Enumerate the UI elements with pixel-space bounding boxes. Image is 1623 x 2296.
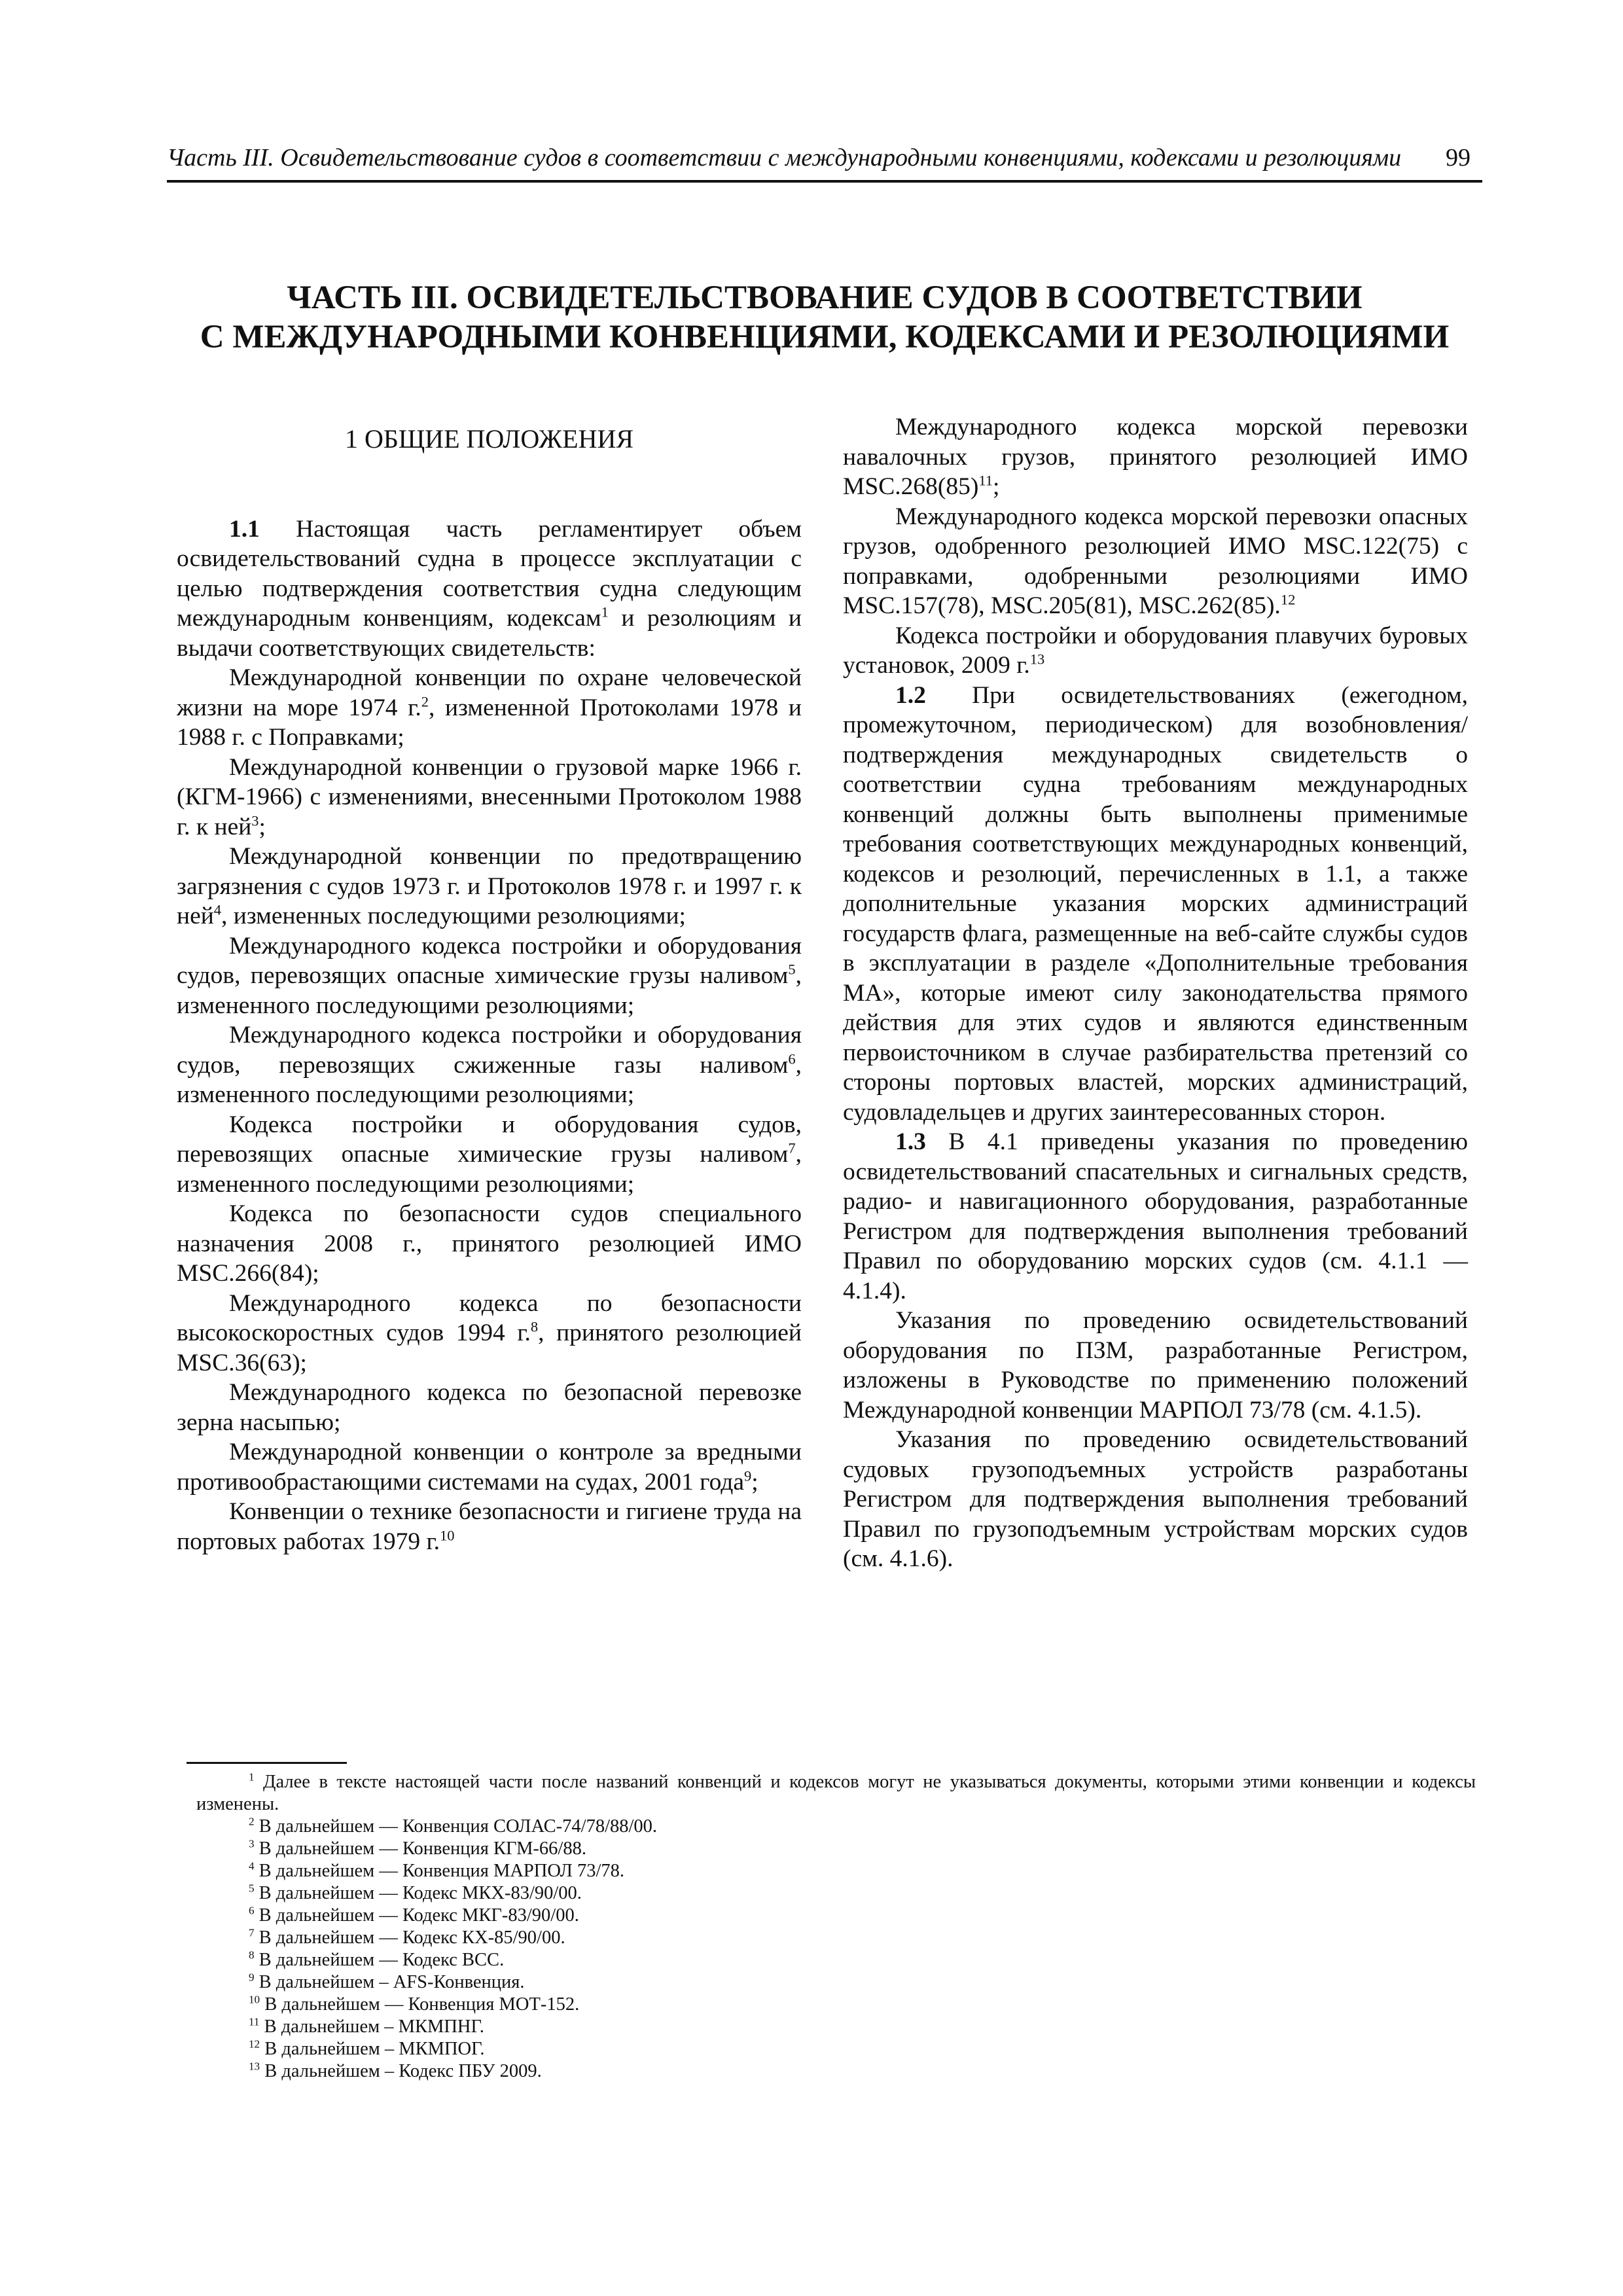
list-item: Кодекса по безопасности судов специального назначения 2008 г., принятого резолюцией ИМО MSC.266(84); bbox=[177, 1200, 802, 1287]
list-item: Международного кодекса постройки и оборудования судов, перевозящих опасные химические грузы наливом$^5$, измененного последующими резолюциями; bbox=[177, 932, 802, 1019]
footnote: $^8$ В дальнейшем — Кодекс ВСС. bbox=[249, 1948, 505, 1970]
paragraph-1-1: 1.1 Настоящая часть регламентирует объем освидетельствований судна в процессе эксплуатации с целью подтверждения соответствия судна следующим международным конвенциям, кодексам$^1$ и резолюциям и выдачи соответствующих свидетельств: bbox=[177, 515, 802, 662]
page-title-line-1: ЧАСТЬ III. ОСВИДЕТЕЛЬСТВОВАНИЕ СУДОВ В СООТВЕТСТВИИ bbox=[287, 279, 1363, 316]
footnote: $^9$ В дальнейшем – AFS-Конвенция. bbox=[249, 1971, 525, 1992]
footnote: $^{10}$ В дальнейшем — Конвенция МОТ-152. bbox=[249, 1993, 580, 2015]
left-column bbox=[177, 412, 802, 1556]
footnote-ref: 10 bbox=[440, 1527, 455, 1543]
footnote-ref: 4 bbox=[213, 901, 222, 918]
list-item: Международной конвенции о грузовой марке 1966 г. (КГМ-1966) с изменениями, внесенными Протоколом 1988 г. к ней$^3$; bbox=[177, 753, 802, 840]
footnote-divider bbox=[187, 1762, 347, 1764]
list-item: Кодекса постройки и оборудования плавучих буровых установок, 2009 г.$^{13}$ bbox=[843, 622, 1468, 679]
footnote-ref: 2 bbox=[421, 693, 429, 709]
footnote: $^{12}$ В дальнейшем – МКМПОГ. bbox=[249, 2037, 485, 2059]
footnote-ref: 6 bbox=[788, 1050, 796, 1067]
footnote: $^6$ В дальнейшем — Кодекс МКГ-83/90/00. bbox=[249, 1904, 579, 1926]
running-header bbox=[167, 141, 1482, 183]
list-item: Международного кодекса морской перевозки опасных грузов, одобренного резолюцией ИМО MSC.122(75) с поправками, одобренными резолюциями ИМО MSC.157(78), MSC.205(81), MSC.262(85).$^{12}$ bbox=[843, 503, 1468, 619]
paragraph: Указания по проведению освидетельствований судовых грузоподъемных устройств разработаны Регистром для подтверждения выполнения требований Правил по грузоподъемным устройствам морских судов (см. 4.1.6). bbox=[843, 1426, 1468, 1572]
footnote-ref: 1 bbox=[601, 603, 609, 620]
section-heading: 1 ОБЩИЕ ПОЛОЖЕНИЯ bbox=[344, 424, 634, 454]
list-item: Международного кодекса по безопасности высокоскоростных судов 1994 г.$^8$, принятого резолюцией MSC.36(63); bbox=[177, 1289, 802, 1376]
footnote: $^{13}$ В дальнейшем – Кодекс ПБУ 2009. bbox=[249, 2060, 542, 2081]
list-item: Международной конвенции по охране человеческой жизни на море 1974 г.$^2$, измененной Протоколами 1978 и 1988 г. с Поправками; bbox=[177, 664, 802, 751]
footnote-ref: 13 bbox=[1029, 651, 1045, 668]
footnote: $^7$ В дальнейшем — Кодекс КХ-85/90/00. bbox=[249, 1926, 565, 1948]
footnote: $^5$ В дальнейшем — Кодекс МКХ-83/90/00. bbox=[249, 1882, 582, 1903]
footnote: $^1$ Далее в тексте настоящей части после названий конвенций и кодексов могут не указываться документы, которыми этими конвенции и кодексы изменены. bbox=[196, 1770, 1476, 1814]
list-item: Международной конвенции по предотвращению загрязнения с судов 1973 г. и Протоколов 1978 г. и 1997 г. к ней$^4$, измененных последующими резолюциями; bbox=[177, 843, 802, 929]
footnote: $^{11}$ В дальнейшем – МКМПНГ. bbox=[249, 2015, 484, 2037]
paragraph-1-2: 1.2 При освидетельствованиях (ежегодном, промежуточном, периодическом) для возобновления/подтверждения международных свидетельств о соответствии судна требованиям международных конвенций должны быть выполнены применимые требования соответствующих международных конвенций, кодексов и резолюций, перечисленных в 1.1, а также дополнительные указания морских администраций государств флага, размещенные на веб-сайте службы судов в эксплуатации в разделе «Дополнительные требования МА», которые имеют силу законодательства прямого действия для этих судов и являются единственным первоисточником в случае разбирательства претензий со стороны портовых властей, морских администраций, судовладельцев и других заинтересованных сторон. bbox=[843, 681, 1468, 1126]
paragraph-number: 1.2 bbox=[895, 681, 926, 709]
list-item: Международной конвенции о контроле за вредными противообрастающими системами на судах, 2001 года$^9$; bbox=[177, 1439, 802, 1496]
footnote: $^4$ В дальнейшем — Конвенция МАРПОЛ 73/78. bbox=[249, 1859, 624, 1881]
footnote-ref: 8 bbox=[530, 1318, 539, 1335]
running-title: Часть III. Освидетельствование судов в соответствии с международными конвенциями, кодексами и резолюциями bbox=[167, 144, 1402, 171]
paragraph: Указания по проведению освидетельствований оборудования по ПЗМ, разработанные Регистром, изложены в Руководстве по применению положений Международной конвенции МАРПОЛ 73/78 (см. 4.1.5). bbox=[843, 1307, 1468, 1424]
footnote: $^3$ В дальнейшем — Конвенция КГМ-66/88. bbox=[249, 1837, 586, 1859]
list-item: Международного кодекса по безопасной перевозке зерна насыпью; bbox=[177, 1379, 802, 1436]
list-item: Конвенции о технике безопасности и гигиене труда на портовых работах 1979 г.$^{10}$ bbox=[177, 1498, 802, 1555]
footnotes bbox=[196, 1771, 1476, 2083]
footnote-ref: 11 bbox=[978, 472, 993, 489]
page-title-line-2: С МЕЖДУНАРОДНЫМИ КОНВЕНЦИЯМИ, КОДЕКСАМИ И РЕЗОЛЮЦИЯМИ bbox=[200, 319, 1450, 355]
list-item: Кодекса постройки и оборудования судов, перевозящих опасные химические грузы наливом$^7$, измененного последующими резолюциями; bbox=[177, 1111, 802, 1198]
footnote-ref: 7 bbox=[788, 1139, 796, 1157]
footnote-ref: 12 bbox=[1280, 591, 1296, 608]
list-item: Международного кодекса постройки и оборудования судов, перевозящих сжиженные газы наливом$^6$, измененного последующими резолюциями; bbox=[177, 1022, 802, 1108]
paragraph-number: 1.3 bbox=[895, 1128, 926, 1155]
footnote: $^2$ В дальнейшем — Конвенция СОЛАС-74/78/88/00. bbox=[249, 1815, 658, 1837]
footnote-ref: 3 bbox=[251, 812, 259, 829]
paragraph-number: 1.1 bbox=[229, 515, 260, 543]
footnote-ref: 5 bbox=[788, 961, 796, 978]
footnote-ref: 9 bbox=[743, 1467, 752, 1484]
right-column bbox=[843, 412, 1468, 1574]
list-item: Международного кодекса морской перевозки навалочных грузов, принятого резолюцией ИМО $MSC.268(85)^{11}$; bbox=[843, 414, 1468, 500]
page-number: 99 bbox=[1446, 144, 1471, 171]
page-title bbox=[167, 278, 1482, 357]
paragraph-1-3: 1.3 В 4.1 приведены указания по проведению освидетельствований спасательных и сигнальных средств, радио- и навигационного оборудования, разработанные Регистром для подтверждения выполнения требований Правил по оборудованию морских судов (см. 4.1.1 — 4.1.4). bbox=[843, 1128, 1468, 1304]
